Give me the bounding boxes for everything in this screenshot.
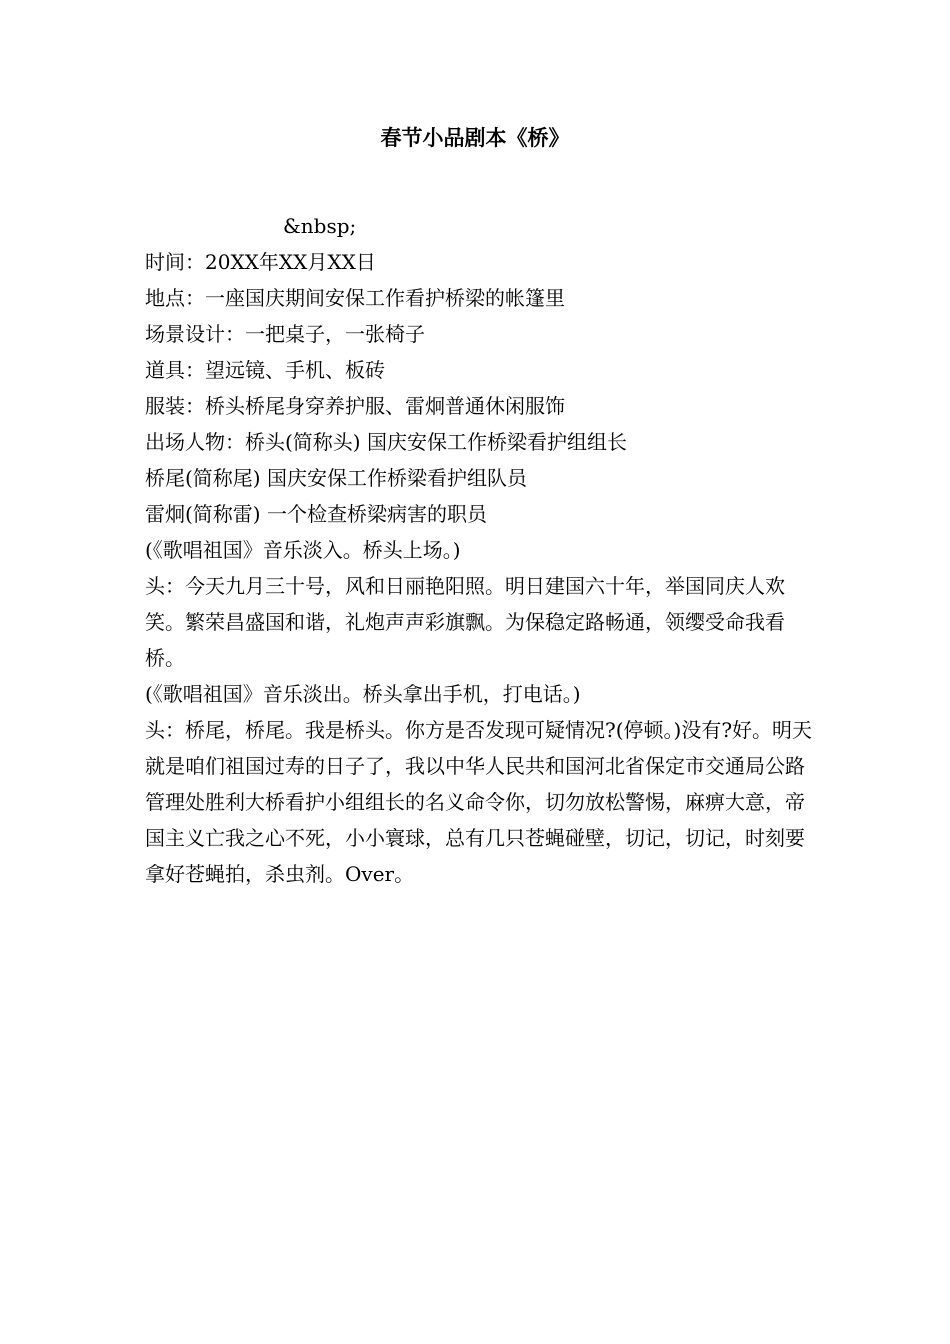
script-body (145, 208, 815, 892)
document-title: 春节小品剧本《桥》 (380, 125, 570, 150)
nbsp-line: &nbsp; (283, 214, 357, 238)
scene-design-line: 场景设计：一把桌子，一张椅子 (145, 322, 425, 346)
props-line: 道具：望远镜、手机、板砖 (145, 358, 385, 382)
cast-line-head: 出场人物：桥头(简称头) 国庆安保工作桥梁看护组组长 (145, 430, 627, 454)
dialogue-paragraph: 头：今天九月三十号，风和日丽艳阳照。明日建国六十年，举国同庆人欢笑。繁荣昌盛国和谐，礼炮声声彩旗飘。为保稳定路畅通，领缨受命我看桥。 (145, 574, 785, 670)
dialogue-paragraph: 头：桥尾，桥尾。我是桥头。你方是否发现可疑情况?(停顿。)没有?好。明天就是咱们祖国过寿的日子了，我以中华人民共和国河北省保定市交通局公路管理处胜利大桥看护小组组长的名义命令你，切勿放松警惕，麻痹大意，帝国主义亡我之心不死，小小寰球，总有几只苍蝇碰壁，切记，切记，时刻要拿好苍蝇拍，杀虫剂。Over。 (145, 718, 813, 886)
cast-line-tail: 桥尾(简称尾) 国庆安保工作桥梁看护组队员 (145, 466, 527, 490)
stage-direction: (《歌唱祖国》音乐淡入。桥头上场。) (145, 538, 461, 562)
cast-line-lei: 雷炯(简称雷) 一个检查桥梁病害的职员 (145, 502, 487, 526)
stage-direction: (《歌唱祖国》音乐淡出。桥头拿出手机，打电话。) (145, 682, 581, 706)
time-line: 时间：20XX年XX月XX日 (145, 250, 376, 274)
costume-line: 服装：桥头桥尾身穿养护服、雷炯普通休闲服饰 (145, 394, 565, 418)
location-line: 地点：一座国庆期间安保工作看护桥梁的帐篷里 (145, 286, 565, 310)
